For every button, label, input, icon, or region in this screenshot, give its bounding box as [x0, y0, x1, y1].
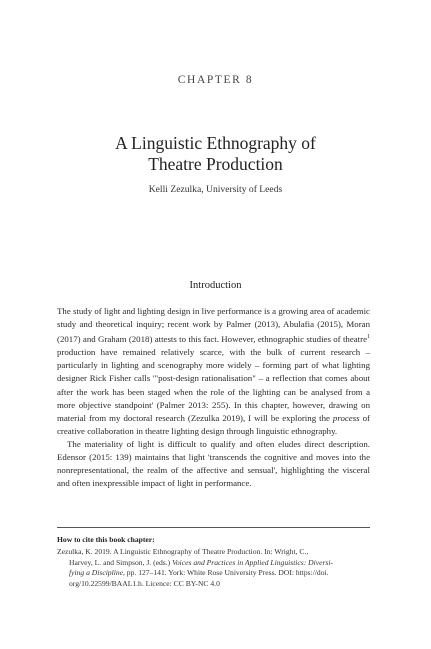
footer-divider	[57, 527, 370, 528]
author-affiliation: Kelli Zezulka, University of Leeds	[148, 184, 283, 195]
paragraph-1-italic: process	[332, 412, 360, 423]
citation-line-2	[57, 558, 370, 569]
paragraph-1-part-c: of creative collaboration in theatre lighting design through linguistic ethnography.	[57, 412, 370, 436]
paragraph-1-part-b: production have remained relatively scarce, with the bulk of current research – particularly in lighting and scenography more widely – forming part of what lighting designer Rick Fisher calls '"post-design rationalisation" – a reflection that comes about after the work has been staged when the role of the lighting can be analysed from a more objective standpoint' (Palmer 2013: 255). In this chapter, however, drawing on material from my doctoral research (Zezulka 2019), I will be exploring the	[57, 347, 370, 423]
citation-text	[57, 547, 370, 589]
chapter-title-line-2: Theatre Production	[148, 154, 283, 174]
citation-line-4: org/10.22599/BAAL1.h. Licence: CC BY-NC 4.0	[69, 578, 220, 588]
citation-line-3	[57, 568, 370, 579]
citation-line-2-text: Harvey, L. and Simpson, J. (eds.)	[69, 557, 173, 567]
citation-line-1: Zezulka, K. 2019. A Linguistic Ethnography of Theatre Production. In: Wright, C.,	[57, 547, 309, 556]
chapter-label: CHAPTER 8	[177, 74, 254, 86]
body-text	[57, 305, 370, 490]
citation-line-3-text: , pp. 127–141. York: White Rose University Press. DOI: https://doi.	[123, 568, 329, 578]
citation-book-title-part-2: fying a Discipline	[69, 568, 123, 578]
citation-heading: How to cite this book chapter:	[57, 535, 155, 544]
paragraph-2: The materiality of light is difficult to qualify and often eludes direct description. Edensor (2015: 139) maintains that light 'transcends the cognitive and moves into the nonrepresentational, the realm of the affective and sensual', highlighting the visceral and often inexpressible impact of light in performance.	[57, 438, 370, 489]
paragraph-1	[57, 305, 370, 438]
citation-book-title-part-1: Voices and Practices in Applied Linguistics: Diversi-	[172, 557, 334, 567]
chapter-title-line-1: A Linguistic Ethnography of	[115, 133, 316, 153]
footnote-marker: 1	[367, 334, 370, 341]
section-heading-introduction: Introduction	[189, 280, 242, 291]
paragraph-1-part-a: The study of light and lighting design in live performance is a growing area of academic study and theoretical inquiry; recent work by Palmer (2013), Abulafia (2015), Moran (2017) and Graham (2018) attests to this fact. However, ethnographic studies of theatre	[57, 306, 370, 345]
chapter-title	[0, 133, 431, 175]
